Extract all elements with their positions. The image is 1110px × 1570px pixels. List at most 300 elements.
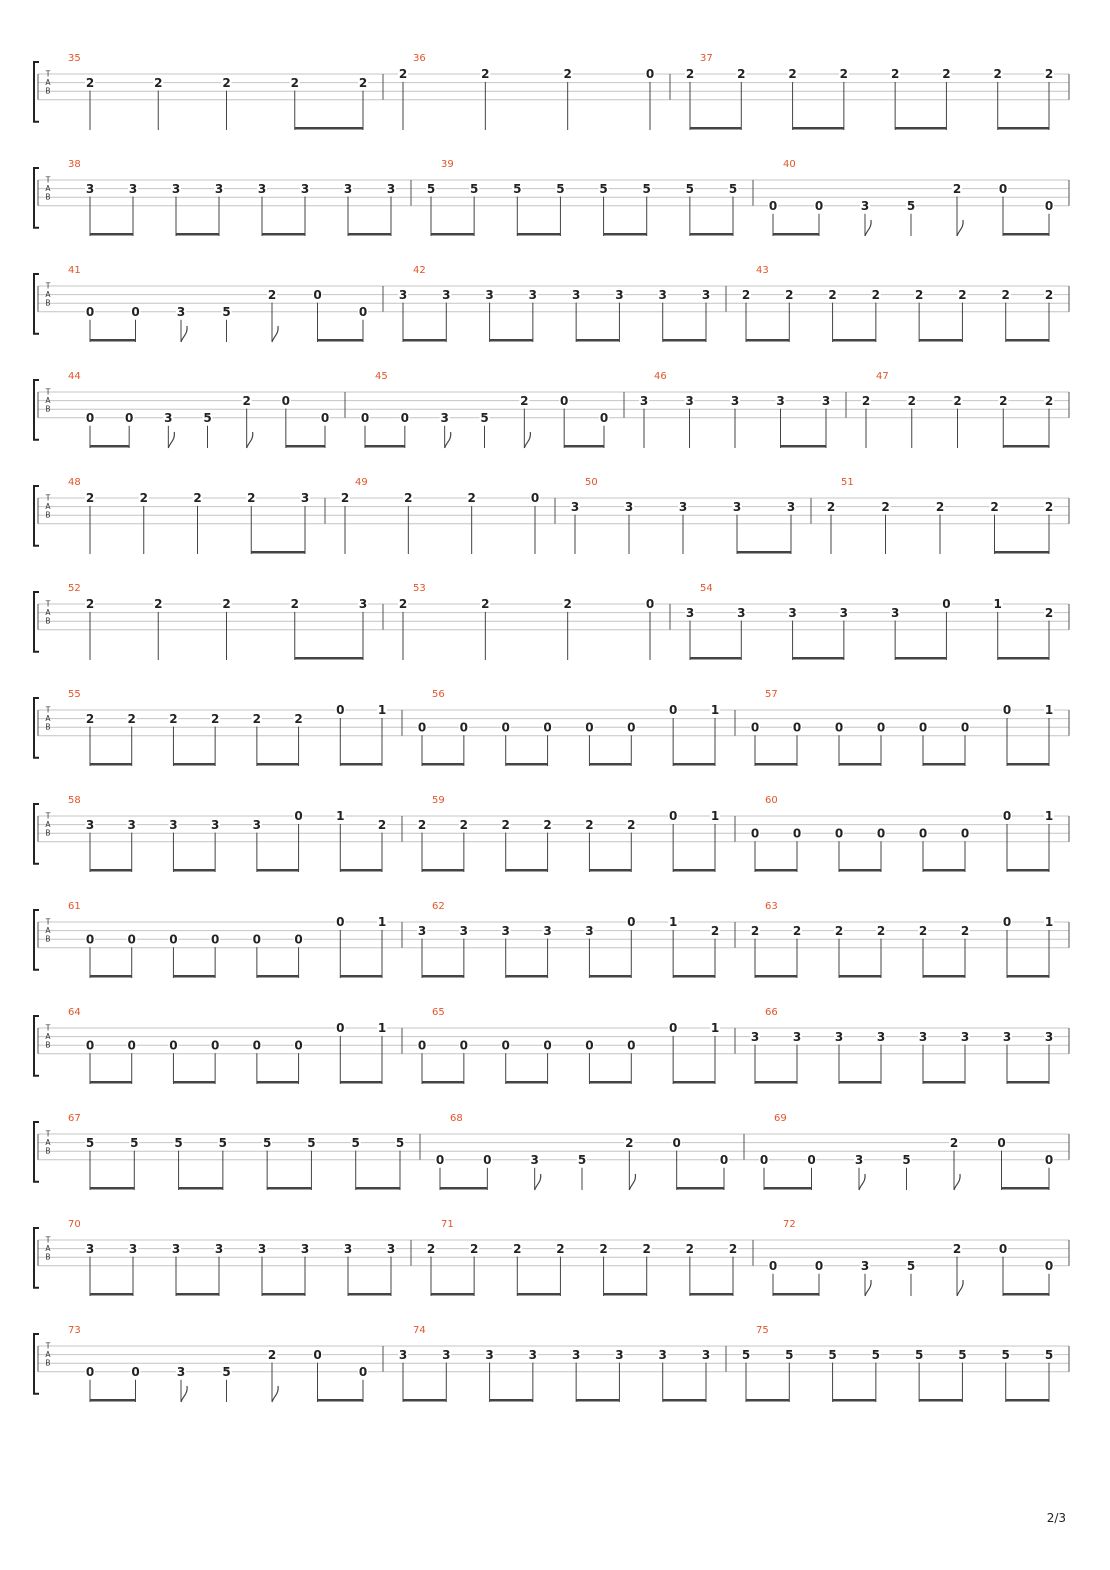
fret-number: 3: [788, 605, 797, 620]
fret-number: 3: [615, 1347, 624, 1362]
beam: [179, 1187, 223, 1190]
tab-clef-letter: A: [45, 926, 51, 936]
fret-number: 0: [313, 287, 322, 302]
tab-clef-letter: B: [45, 298, 51, 308]
fret-number: 2: [85, 491, 95, 506]
beam: [919, 339, 962, 342]
fret-number: 0: [834, 826, 844, 841]
fret-number: 2: [85, 75, 95, 90]
measure-number: 68: [450, 1113, 463, 1124]
fret-number: 3: [300, 1241, 310, 1256]
fret-number: 2: [358, 75, 368, 90]
fret-number: 2: [741, 287, 751, 302]
fret-number: 3: [860, 1259, 870, 1273]
fret-number: 3: [776, 393, 785, 408]
beam: [576, 1399, 619, 1402]
fret-number: 0: [960, 826, 970, 841]
fret-number: 2: [828, 287, 837, 302]
fret-number: 0: [876, 720, 886, 735]
note-flag: [524, 432, 530, 448]
measure-number: 64: [68, 1007, 81, 1018]
fret-number: 2: [377, 817, 387, 832]
fret-number: 5: [480, 411, 489, 425]
fret-number: 2: [792, 923, 802, 938]
fret-number: 2: [556, 1241, 565, 1256]
fret-number: 2: [404, 491, 413, 506]
fret-number: 3: [585, 923, 594, 938]
fret-number: 2: [501, 817, 510, 832]
measure-number: 39: [441, 159, 454, 170]
fret-number: 0: [169, 932, 178, 947]
beam: [490, 1399, 533, 1402]
fret-number: 3: [501, 923, 510, 938]
fret-number: 0: [131, 305, 140, 319]
beam: [773, 1293, 819, 1296]
beam: [895, 657, 946, 660]
measure-number: 35: [68, 53, 81, 64]
measure-number: 69: [774, 1113, 787, 1124]
beam: [564, 445, 604, 448]
fret-number: 0: [768, 1259, 778, 1273]
measure-number: 75: [756, 1325, 769, 1336]
fret-number: 5: [395, 1135, 405, 1150]
fret-number: 0: [459, 720, 469, 735]
tab-system: [34, 901, 1069, 978]
fret-number: 0: [645, 597, 655, 612]
fret-number: 2: [599, 1241, 608, 1256]
fret-number: 0: [543, 1038, 552, 1053]
fret-number: 2: [267, 1347, 277, 1362]
tab-clef-letter: B: [45, 722, 51, 732]
fret-number: 3: [701, 1347, 711, 1362]
fret-number: 0: [672, 1135, 681, 1150]
measure-number: 67: [68, 1113, 81, 1124]
beam: [440, 1187, 487, 1190]
fret-number: 3: [792, 1029, 802, 1044]
fret-number: 3: [386, 1241, 396, 1256]
fret-number: 0: [127, 1038, 136, 1053]
fret-number: 3: [398, 287, 408, 302]
fret-number: 1: [1044, 703, 1054, 718]
fret-number: 2: [290, 597, 299, 612]
fret-number: 3: [685, 393, 694, 408]
note-flag: [957, 220, 963, 236]
fret-number: 0: [400, 411, 410, 425]
beam: [286, 445, 325, 448]
fret-number: 0: [313, 1347, 322, 1362]
beam: [257, 763, 299, 766]
beam: [431, 233, 474, 236]
fret-number: 5: [741, 1347, 751, 1362]
fret-number: 5: [906, 199, 916, 213]
fret-number: 0: [85, 1365, 95, 1379]
beam: [431, 1293, 474, 1296]
beam: [1006, 339, 1049, 342]
beam: [348, 1293, 391, 1296]
beam: [690, 233, 733, 236]
fret-number: 3: [786, 499, 796, 514]
fret-number: 2: [1044, 67, 1054, 82]
note-flag: [859, 1174, 865, 1190]
fret-number: 2: [398, 67, 408, 82]
fret-number: 2: [953, 393, 962, 408]
fret-number: 0: [210, 1038, 220, 1053]
measure-number: 73: [68, 1325, 81, 1336]
fret-number: 2: [543, 817, 552, 832]
fret-number: 3: [571, 287, 581, 302]
fret-number: 3: [459, 923, 469, 938]
beam: [1007, 1081, 1049, 1084]
beam: [90, 233, 133, 236]
fret-number: 0: [668, 809, 678, 824]
beam: [318, 339, 364, 342]
fret-number: 0: [530, 491, 540, 506]
tab-clef-letter: A: [45, 608, 51, 618]
beam: [1007, 763, 1049, 766]
fret-number: 0: [417, 1038, 427, 1053]
beam: [506, 869, 548, 872]
fret-number: 2: [990, 499, 999, 514]
tab-system: [34, 477, 1069, 554]
beam: [1003, 1293, 1049, 1296]
fret-number: 2: [520, 393, 529, 408]
fret-number: 3: [750, 1029, 760, 1044]
fret-number: 2: [154, 75, 163, 90]
fret-number: 3: [343, 1241, 353, 1256]
fret-number: 0: [501, 1038, 510, 1053]
measure-number: 47: [876, 371, 889, 382]
fret-number: 3: [176, 1365, 186, 1379]
fret-number: 3: [876, 1029, 886, 1044]
fret-number: 0: [834, 720, 844, 735]
beam: [589, 1081, 631, 1084]
beam: [90, 445, 129, 448]
measure-number: 59: [432, 795, 445, 806]
fret-number: 2: [417, 817, 427, 832]
fret-number: 3: [678, 499, 688, 514]
fret-number: 0: [336, 915, 345, 930]
fret-number: 0: [599, 411, 609, 425]
measure-number: 62: [432, 901, 445, 912]
fret-number: 5: [958, 1347, 967, 1362]
fret-number: 2: [949, 1135, 959, 1150]
fret-number: 3: [854, 1153, 864, 1167]
tab-system: [34, 371, 1069, 448]
tab-clef-letter: B: [45, 1252, 51, 1262]
fret-number: 3: [615, 287, 624, 302]
fret-number: 2: [467, 491, 476, 506]
beam: [90, 1399, 136, 1402]
beam: [589, 763, 631, 766]
fret-number: 3: [171, 1241, 181, 1256]
fret-number: 0: [792, 720, 802, 735]
fret-number: 3: [127, 817, 136, 832]
fret-number: 3: [485, 1347, 494, 1362]
beam: [176, 1293, 219, 1296]
measure-number: 55: [68, 689, 81, 700]
tab-clef-letter: B: [45, 934, 51, 944]
beam: [173, 975, 215, 978]
fret-number: 5: [513, 181, 522, 196]
fret-number: 2: [1044, 393, 1054, 408]
fret-number: 2: [952, 181, 962, 196]
measure-number: 58: [68, 795, 81, 806]
fret-number: 3: [358, 597, 368, 612]
fret-number: 5: [599, 181, 608, 196]
tab-system: [34, 1325, 1069, 1402]
fret-number: 3: [960, 1029, 970, 1044]
beam: [781, 445, 827, 448]
fret-number: 3: [214, 181, 224, 196]
fret-number: 2: [398, 597, 408, 612]
fret-number: 0: [1044, 1259, 1054, 1273]
fret-number: 5: [577, 1153, 587, 1167]
beam: [839, 1081, 881, 1084]
measure-number: 44: [68, 371, 81, 382]
fret-number: 3: [624, 499, 634, 514]
fret-number: 3: [85, 181, 95, 196]
fret-number: 0: [998, 1241, 1008, 1256]
fret-number: 2: [513, 1241, 522, 1256]
fret-number: 0: [668, 1021, 678, 1036]
note-flag: [445, 432, 451, 448]
fret-number: 0: [169, 1038, 178, 1053]
measure-number: 48: [68, 477, 81, 488]
fret-number: 0: [435, 1153, 445, 1167]
beam: [403, 1399, 446, 1402]
beam: [833, 1399, 876, 1402]
fret-number: 5: [203, 411, 212, 425]
fret-number: 2: [958, 287, 967, 302]
fret-number: 3: [210, 817, 220, 832]
tab-clef-letter: T: [45, 175, 51, 185]
fret-number: 0: [252, 1038, 262, 1053]
fret-number: 5: [130, 1135, 139, 1150]
fret-number: 2: [1044, 605, 1054, 620]
beam: [90, 869, 132, 872]
tab-clef-letter: B: [45, 510, 51, 520]
beam: [318, 1399, 364, 1402]
fret-number: 2: [627, 817, 636, 832]
note-flag: [272, 326, 278, 342]
fret-number: 3: [398, 1347, 408, 1362]
fret-number: 2: [710, 923, 720, 938]
beam: [839, 869, 881, 872]
fret-number: 1: [377, 703, 387, 718]
beam: [90, 975, 132, 978]
fret-number: 0: [1002, 809, 1012, 824]
beam: [746, 339, 789, 342]
measure-number: 37: [700, 53, 713, 64]
beam: [746, 1399, 789, 1402]
beam: [1002, 1187, 1050, 1190]
fret-number: 0: [124, 411, 134, 425]
fret-number: 2: [481, 597, 490, 612]
fret-number: 2: [788, 67, 797, 82]
beam: [490, 339, 533, 342]
beam: [793, 127, 844, 130]
fret-number: 0: [1044, 1153, 1054, 1167]
fret-number: 0: [294, 1038, 303, 1053]
fret-number: 2: [993, 67, 1002, 82]
fret-number: 0: [358, 1365, 368, 1379]
beam: [340, 975, 382, 978]
beam: [340, 869, 382, 872]
beam: [755, 1081, 797, 1084]
fret-number: 5: [1044, 1347, 1054, 1362]
fret-number: 5: [222, 305, 231, 319]
beam: [257, 869, 299, 872]
fret-number: 0: [668, 703, 678, 718]
tab-system: [34, 159, 1069, 236]
measure-number: 60: [765, 795, 778, 806]
fret-number: 3: [257, 1241, 267, 1256]
measure-number: 41: [68, 265, 81, 276]
beam: [663, 1399, 706, 1402]
beam: [923, 869, 965, 872]
fret-number: 0: [281, 393, 291, 408]
beam: [839, 763, 881, 766]
fret-number: 2: [918, 923, 928, 938]
fret-number: 5: [902, 1153, 911, 1167]
fret-number: 5: [469, 181, 479, 196]
fret-number: 0: [814, 199, 824, 213]
fret-number: 0: [997, 1135, 1006, 1150]
fret-number: 2: [935, 499, 945, 514]
fret-number: 3: [530, 1153, 539, 1167]
fret-number: 2: [563, 67, 572, 82]
fret-number: 2: [242, 393, 251, 408]
fret-number: 3: [543, 923, 552, 938]
tab-system: [34, 1219, 1069, 1296]
beam: [422, 1081, 464, 1084]
fret-number: 0: [336, 1021, 345, 1036]
beam: [506, 763, 548, 766]
fret-number: 2: [881, 499, 890, 514]
fret-number: 5: [785, 1347, 794, 1362]
tab-clef-letter: T: [45, 1023, 51, 1033]
fret-number: 1: [336, 809, 345, 824]
beam: [604, 1293, 647, 1296]
tab-clef-letter: A: [45, 396, 51, 406]
fret-number: 2: [222, 597, 231, 612]
fret-number: 0: [85, 1038, 95, 1053]
fret-number: 3: [839, 605, 849, 620]
beam: [737, 551, 791, 554]
fret-number: 2: [481, 67, 490, 82]
fret-number: 3: [164, 411, 173, 425]
fret-number: 5: [642, 181, 651, 196]
fret-number: 0: [1044, 199, 1054, 213]
fret-number: 2: [127, 711, 136, 726]
tab-clef-letter: T: [45, 493, 51, 503]
fret-number: 3: [300, 491, 310, 506]
fret-number: 3: [85, 1241, 95, 1256]
fret-number: 0: [876, 826, 886, 841]
fret-number: 3: [169, 817, 178, 832]
fret-number: 3: [300, 181, 310, 196]
beam: [90, 1081, 132, 1084]
measure-number: 61: [68, 901, 81, 912]
note-flag: [865, 1280, 871, 1296]
fret-number: 2: [685, 1241, 695, 1256]
fret-number: 0: [750, 720, 760, 735]
fret-number: 2: [169, 711, 178, 726]
note-flag: [168, 432, 174, 448]
fret-number: 3: [252, 817, 262, 832]
tab-system: [34, 265, 1069, 342]
fret-number: 2: [960, 923, 970, 938]
tab-clef-letter: T: [45, 705, 51, 715]
fret-number: 0: [360, 411, 370, 425]
note-flag: [865, 220, 871, 236]
beam: [517, 233, 560, 236]
fret-number: 0: [358, 305, 368, 319]
fret-number: 3: [528, 287, 538, 302]
fret-number: 5: [218, 1135, 228, 1150]
beam: [295, 127, 363, 130]
tab-system: [34, 1007, 1069, 1084]
fret-number: 2: [861, 393, 871, 408]
fret-number: 5: [914, 1347, 924, 1362]
beam: [295, 657, 363, 660]
beam: [839, 975, 881, 978]
beam: [1003, 233, 1049, 236]
fret-number: 5: [728, 181, 738, 196]
tab-clef-letter: B: [45, 616, 51, 626]
fret-number: 5: [307, 1135, 316, 1150]
tab-system: [34, 689, 1069, 766]
tab-clef-letter: A: [45, 290, 51, 300]
fret-number: 2: [876, 923, 886, 938]
fret-number: 2: [585, 817, 594, 832]
fret-number: 0: [501, 720, 510, 735]
fret-number: 0: [585, 720, 594, 735]
note-flag: [629, 1174, 635, 1190]
fret-number: 2: [728, 1241, 738, 1256]
fret-number: 3: [685, 605, 695, 620]
fret-number: 3: [570, 499, 580, 514]
beam: [998, 127, 1049, 130]
fret-number: 2: [999, 393, 1008, 408]
fret-number: 2: [1044, 499, 1054, 514]
fret-number: 3: [85, 817, 95, 832]
beam: [923, 1081, 965, 1084]
fret-number: 0: [750, 826, 760, 841]
beam: [257, 1081, 299, 1084]
tab-system: [34, 795, 1069, 872]
tab-clef-letter: A: [45, 1032, 51, 1042]
measure-number: 65: [432, 1007, 445, 1018]
note-flag: [954, 1174, 960, 1190]
fret-number: 3: [639, 393, 649, 408]
fret-number: 3: [918, 1029, 928, 1044]
fret-number: 5: [906, 1259, 916, 1273]
measure-number: 63: [765, 901, 778, 912]
fret-number: 0: [417, 720, 427, 735]
beam: [173, 763, 215, 766]
beam: [262, 1293, 305, 1296]
beam: [257, 975, 299, 978]
note-flag: [247, 432, 253, 448]
fret-number: 2: [85, 711, 95, 726]
measure-number: 74: [413, 1325, 426, 1336]
fret-number: 0: [942, 597, 951, 612]
fret-number: 2: [459, 817, 469, 832]
fret-number: 3: [442, 287, 451, 302]
fret-number: 0: [759, 1153, 769, 1167]
fret-number: 2: [871, 287, 881, 302]
